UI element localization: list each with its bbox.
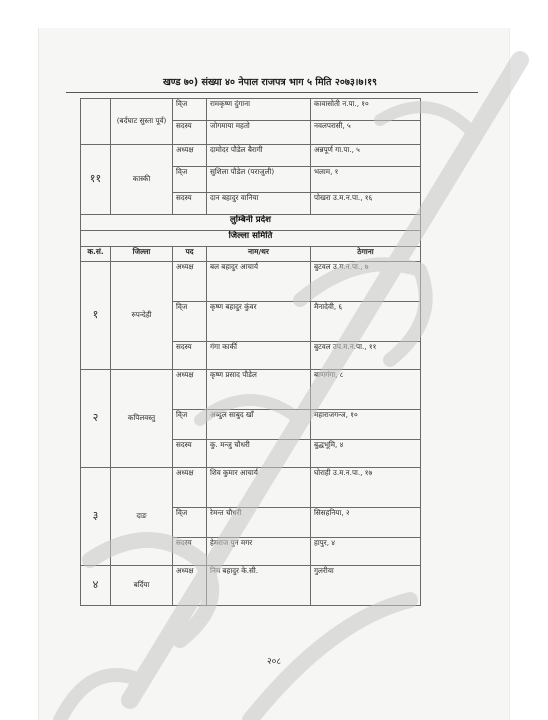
name-cell: कृष्ण प्रसाद पौडेल	[207, 370, 311, 410]
name-cell: अब्दुल साबुद खाँ	[207, 410, 311, 440]
post-cell: सदस्य	[173, 342, 207, 370]
post-cell: अध्यक्ष	[173, 145, 207, 167]
column-header-district: जिल्ला	[111, 247, 173, 262]
committee-table	[80, 98, 421, 606]
post-cell: वि्ज	[173, 302, 207, 342]
post-cell: अध्यक्ष	[173, 262, 207, 302]
post-cell: वि्ज	[173, 99, 207, 121]
name-cell: जोगमाया महतो	[207, 121, 311, 145]
column-header-serial: क.सं.	[81, 247, 111, 262]
name-cell: रेमन्त चौधरी	[207, 508, 311, 538]
district-cell: कपिलवस्तु	[111, 370, 173, 468]
district-cell: बर्दिया	[111, 566, 173, 606]
address-cell: पोखरा उ.म.न.पा., १६	[311, 193, 421, 215]
name-cell: हेमराज पुन मगर	[207, 538, 311, 566]
name-cell: कु. मन्जु चौधरी	[207, 440, 311, 468]
address-cell: अन्नपूर्ण गा.पा., ५	[311, 145, 421, 167]
name-cell: गंगा कार्की	[207, 342, 311, 370]
serial-cell: २	[81, 370, 111, 468]
district-note: (बर्दघाट सुस्ता पूर्व)	[111, 99, 173, 145]
table-row	[81, 468, 421, 508]
name-cell: सुशिला पौडेल (पराजुली)	[207, 167, 311, 193]
gazette-header: खण्ड ७०) संख्या ४० नेपाल राजपत्र भाग ५ मिति २०७३।७।१९	[162, 77, 378, 88]
post-cell: अध्यक्ष	[173, 468, 207, 508]
column-header-row	[81, 247, 421, 262]
address-cell: सिसहनिया, २	[311, 508, 421, 538]
address-cell: महाराजगन्ज, १०	[311, 410, 421, 440]
address-cell: भलाम, १	[311, 167, 421, 193]
committee-heading: जिल्ला समिति	[81, 231, 421, 247]
address-cell: बाणगंगा, ८	[311, 370, 421, 410]
address-cell: हापुर, ४	[311, 538, 421, 566]
column-header-address: ठेगाना	[311, 247, 421, 262]
post-cell: सदस्य	[173, 193, 207, 215]
table-row	[81, 370, 421, 410]
address-cell: घोराही उ.म.न.पा., १७	[311, 468, 421, 508]
table-row	[81, 566, 421, 606]
serial-cell: ३	[81, 468, 111, 566]
address-cell: गुलरीया	[311, 566, 421, 606]
post-cell: वि्ज	[173, 167, 207, 193]
address-cell: बुटवल उ.म.न.पा., ७	[311, 262, 421, 302]
post-cell: सदस्य	[173, 440, 207, 468]
district-cell: कास्की	[111, 145, 173, 215]
serial-cell: ११	[81, 145, 111, 215]
post-cell: सदस्य	[173, 121, 207, 145]
name-cell: शिव कुमार आचार्य	[207, 468, 311, 508]
serial-cell	[81, 99, 111, 145]
table-row	[81, 99, 421, 121]
name-cell: दामोदर पौडेल बैरागी	[207, 145, 311, 167]
name-cell: दान बहादुर वानिया	[207, 193, 311, 215]
address-cell: मैनादेवी, ६	[311, 302, 421, 342]
post-cell: सदस्य	[173, 538, 207, 566]
header-rule	[66, 92, 478, 93]
name-cell: कृष्ण बहादुर कुंवर	[207, 302, 311, 342]
column-header-name: नाम/थर	[207, 247, 311, 262]
table-row	[81, 215, 421, 231]
post-cell: अध्यक्ष	[173, 566, 207, 606]
post-cell: वि्ज	[173, 508, 207, 538]
page-number: २०८	[266, 657, 282, 667]
table-row	[81, 231, 421, 247]
name-cell: निम बहादुर के.सी.	[207, 566, 311, 606]
table-row	[81, 145, 421, 167]
province-heading: लुम्बिनी प्रदेश	[81, 215, 421, 231]
address-cell: नवलपरासी, ५	[311, 121, 421, 145]
name-cell: बल बहादुर आचार्य	[207, 262, 311, 302]
table-row	[81, 262, 421, 302]
column-header-post: पद	[173, 247, 207, 262]
serial-cell: ४	[81, 566, 111, 606]
address-cell: कावासोती न.पा., १०	[311, 99, 421, 121]
serial-cell: १	[81, 262, 111, 370]
post-cell: वि्ज	[173, 410, 207, 440]
name-cell: रामकृष्ण दुंगाना	[207, 99, 311, 121]
address-cell: बुद्धभूमि, ४	[311, 440, 421, 468]
post-cell: अध्यक्ष	[173, 370, 207, 410]
district-cell: दाङ	[111, 468, 173, 566]
district-cell: रुपन्देही	[111, 262, 173, 370]
address-cell: बुटवल उप.म.न.पा., ११	[311, 342, 421, 370]
